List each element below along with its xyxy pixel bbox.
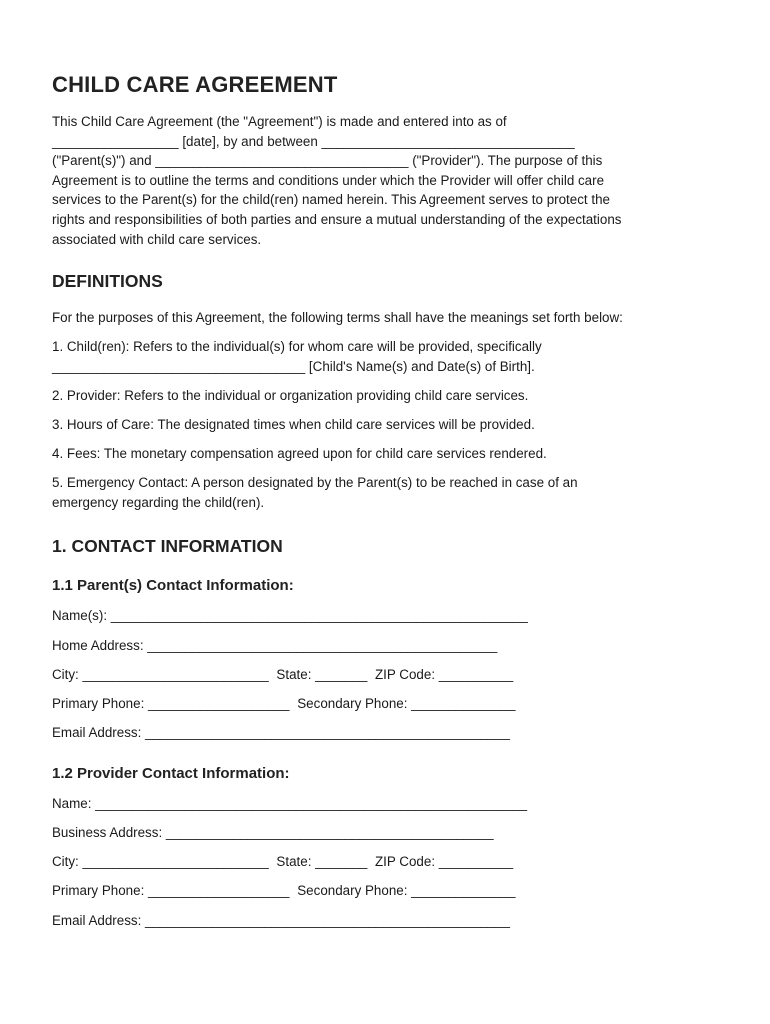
intro-line: _________________ [date], by and between __________________________________	[52, 133, 575, 149]
definition-item-hours: 3. Hours of Care: The designated times when child care services will be provided.	[52, 417, 535, 433]
intro-line: This Child Care Agreement (the "Agreement") is made and entered into as of	[52, 114, 507, 129]
parent-city-field[interactable]: City: _________________________	[52, 666, 269, 682]
parent-zip-field[interactable]: ZIP Code: __________	[375, 666, 514, 682]
provider-city-state-zip-row	[52, 852, 722, 872]
definition-item-emergency	[52, 473, 722, 512]
provider-zip-field[interactable]: ZIP Code: __________	[375, 854, 514, 870]
definitions-heading: DEFINITIONS	[52, 271, 163, 292]
provider-contact-heading: 1.2 Provider Contact Information:	[52, 764, 290, 782]
definitions-lead: For the purposes of this Agreement, the following terms shall have the meanings set forth below:	[52, 310, 623, 326]
definition-line: 5. Emergency Contact: A person designated by the Parent(s) to be reached in case of an	[52, 475, 578, 491]
provider-state-field[interactable]: State: _______	[276, 854, 368, 870]
intro-line: Agreement is to outline the terms and conditions under which the Provider will offer child care	[52, 172, 605, 188]
provider-business-address-field[interactable]: Business Address: ____________________________________________	[52, 824, 494, 840]
definition-item-provider: 2. Provider: Refers to the individual or organization providing child care services.	[52, 387, 529, 403]
intro-line: associated with child care services.	[52, 231, 262, 247]
parent-primary-phone-field[interactable]: Primary Phone: ___________________	[52, 695, 290, 711]
parent-city-state-zip-row	[52, 665, 722, 685]
definition-line: 1. Child(ren): Refers to the individual(s) for whom care will be provided, specifically	[52, 339, 542, 355]
contact-information-heading: 1. CONTACT INFORMATION	[52, 536, 283, 557]
definition-item-child	[52, 337, 722, 376]
provider-phone-row	[52, 881, 722, 901]
document-title: CHILD CARE AGREEMENT	[52, 72, 338, 97]
provider-email-field[interactable]: Email Address: _________________________________________________	[52, 912, 510, 928]
parent-email-field[interactable]: Email Address: _________________________________________________	[52, 725, 510, 741]
provider-secondary-phone-field[interactable]: Secondary Phone: ______________	[297, 883, 516, 899]
intro-line: rights and responsibilities of both parties and ensure a mutual understanding of the expectations	[52, 211, 622, 227]
provider-name-field[interactable]: Name: __________________________________________________________	[52, 795, 528, 811]
definition-item-fees: 4. Fees: The monetary compensation agreed upon for child care services rendered.	[52, 446, 547, 462]
intro-line: services to the Parent(s) for the child(ren) named herein. This Agreement serves to protect the	[52, 192, 610, 208]
definition-line: __________________________________ [Child's Name(s) and Date(s) of Birth].	[52, 358, 535, 374]
document-body	[52, 72, 722, 930]
parent-state-field[interactable]: State: _______	[276, 666, 368, 682]
definition-line: emergency regarding the child(ren).	[52, 494, 265, 510]
parent-phone-row	[52, 694, 722, 714]
parent-contact-heading: 1.1 Parent(s) Contact Information:	[52, 577, 294, 595]
intro-line: ("Parent(s)") and __________________________________ ("Provider"). The purpose of this	[52, 153, 603, 169]
intro-paragraph	[52, 112, 722, 249]
parent-secondary-phone-field[interactable]: Secondary Phone: ______________	[297, 695, 516, 711]
parent-home-address-field[interactable]: Home Address: _______________________________________________	[52, 637, 498, 653]
provider-primary-phone-field[interactable]: Primary Phone: ___________________	[52, 883, 290, 899]
provider-city-field[interactable]: City: _________________________	[52, 854, 269, 870]
parent-name-field[interactable]: Name(s): ________________________________________________________	[52, 608, 528, 624]
